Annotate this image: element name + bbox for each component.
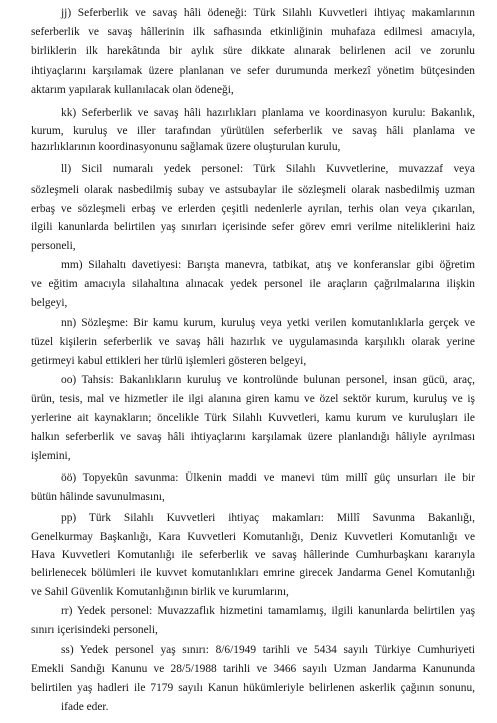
text-line: ilgili kanunlarda belirtilen yaş sınırları içerisinde sefer görev emri verilme niteliklerini haiz [31,221,475,233]
text-line: Emekli Sandığı Kanunu ve 28/5/1988 tarihli ve 3466 sayılı Uzman Jandarma Kanununda [31,663,475,675]
text-line: tüzel kişilerin seferberlik ve savaş hâli hazırlık ve uygulamasında karşılıklı olarak yerine [31,336,475,348]
text-line: hazırlıklarının koordinasyonunu sağlamak üzere oluşturulan kurulu, [31,141,341,153]
text-line: yerlerine ait kaynakların; öncelikle Türk Silahlı Kuvvetleri, kamu kurum ve kuruluşları ile [31,412,475,424]
text-line: pp) Türk Silahlı Kuvvetleri ihtiyaç makamları: Millî Savunma Bakanlığı, [61,512,475,524]
text-line: erbaş ve sözleşmeli erbaş ve erlerden çeşitli nedenlerle ayrılan, terhis olan veya çıkarılan, [31,203,475,215]
text-line: ifade eder. [61,701,109,713]
text-line: ss) Yedek personel yaş sınırı: 8/6/1949 tarihli ve 5434 sayılı Türkiye Cumhuriyeti [61,644,475,656]
text-line: personeli, [31,240,76,252]
text-line: işlemini, [31,450,71,462]
text-line: ve Sahil Güvenlik Komutanlığının birlik ve kurumlarını, [31,586,289,598]
text-line: belirlenecek bölümleri ile kuvvet komutanlıkları emrine girecek Jandarma Genel Komutanlığı [31,567,475,579]
text-line: belirtilen yaş hadleri ile 7179 sayılı Kanun hükümleriyle belirlenen askerlik çağının sonunu, [31,682,475,694]
text-line: birliklerin ilk harekâtında bir aylık süre dikkate alınarak belirlenen acil ve zorunlu [31,45,475,57]
text-line: aktarım yapılarak kullanılacak olan ödeneği, [31,84,234,96]
text-line: oo) Tahsis: Bakanlıkların kuruluş ve kontrolünde bulunan personel, insan gücü, araç, [61,374,475,386]
text-line: Hava Kuvvetleri Komutanlığı ile seferberlik ve savaş hâllerinde Cumhurbaşkanı kararıyla [31,549,475,561]
text-line: nn) Sözleşme: Bir kamu kurum, kuruluş veya yetki verilen komutanlıklarla gerçek ve [61,317,475,329]
text-line: jj) Seferberlik ve savaş hâli ödeneği: Türk Silahlı Kuvvetleri ihtiyaç makamlarının [61,7,475,19]
text-line: getirmeyi kabul ettikleri her türlü işlemleri gösteren belgeyi, [31,355,307,367]
text-line: halkın seferberlik ve savaş hâli ihtiyaçlarını karşılamak üzere planlandığı hâliyle ayrılması [31,431,475,443]
text-line: ürün, tesis, mal ve hizmetler ile ilgi alanına giren kamu ve özel sektör kurum, kuruluş ve iş [31,393,475,405]
text-line: ve eğitim amacıyla silahaltına alınacak yedek personel ile araçların çağrılmalarına ilişkin [31,278,475,290]
text-line: öö) Topyekûn savunma: Ülkenin maddi ve manevi tüm millî güç unsurları ile bir [61,472,475,484]
text-line: bütün hâlinde savunulmasını, [31,491,165,503]
text-line: seferberlik ve savaş hâllerinin ilk safhasında etkinliğinin muhafaza edilmesi amacıyla, [31,26,475,38]
text-line: Genelkurmay Başkanlığı, Kara Kuvvetleri Komutanlığı, Deniz Kuvvetleri Komutanlığı ve [31,531,475,543]
text-line: ll) Sicil numaralı yedek personel: Türk Silahlı Kuvvetlerine, muvazzaf veya [61,163,475,175]
text-line: kk) Seferberlik ve savaş hâli hazırlıkları planlama ve koordinasyon kurulu: Bakanlık, [61,107,475,119]
text-line: kurum, kuruluş ve iller tarafından yürütülen seferberlik ve savaş hâli planlama ve [31,125,475,137]
text-line: sözleşmeli olarak nasbedilmiş subay ve astsubaylar ile sözleşmeli olarak nasbedilmiş uzman [31,184,475,196]
text-line: sınırı içerisindeki personeli, [31,624,158,636]
text-line: ihtiyaçlarını karşılamak üzere planlanan ve sefer durumunda merkezî yönetim bütçesinden [31,65,475,77]
text-line: rr) Yedek personel: Muvazzaflık hizmetini tamamlamış, ilgili kanunlarda belirtilen yaş [61,605,475,617]
text-line: belgeyi, [31,297,68,309]
text-line: mm) Silahaltı davetiyesi: Barışta manevra, tatbikat, atış ve konferanslar gibi öğretim [61,259,475,271]
